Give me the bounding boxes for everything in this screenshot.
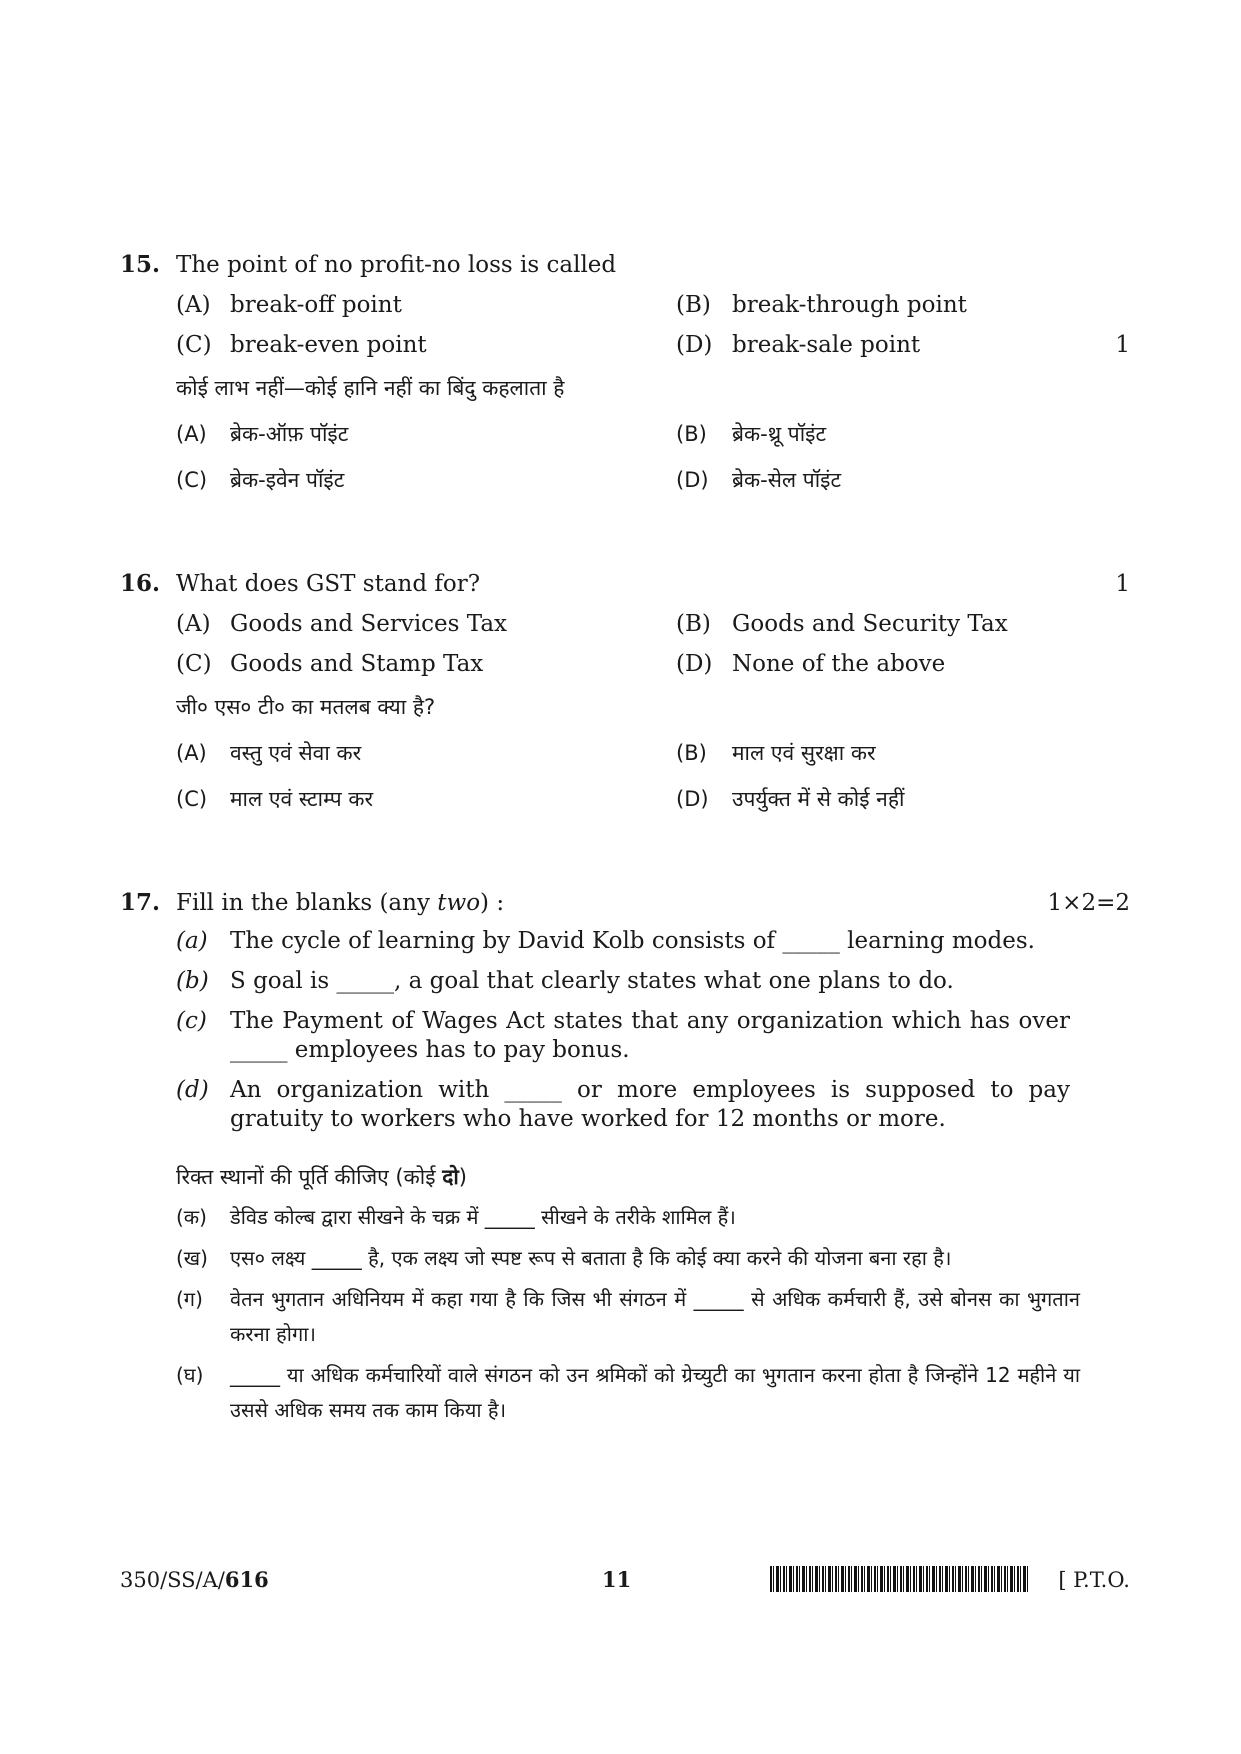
list-item xyxy=(120,1007,1130,1065)
option-text: ब्रेक-सेल पॉइंट xyxy=(732,468,842,492)
item-label: (b) xyxy=(176,968,209,994)
item-label: (ग) xyxy=(176,1287,203,1311)
item-text: _____ या अधिक कर्मचारियों वाले संगठन को उन श्रमिकों को ग्रेच्युटी का भुगतान करना होता है जिन्होंने 12 महीने या उससे अधिक समय तक काम किया है। xyxy=(230,1363,1080,1422)
list-item xyxy=(120,1282,1130,1352)
marks: 1×2=2 xyxy=(1047,890,1130,916)
option-row xyxy=(120,644,1130,684)
hindi-question xyxy=(120,1154,1130,1200)
marks: 1 xyxy=(1115,332,1130,358)
hindi-option-row xyxy=(120,730,1130,776)
option-row xyxy=(120,604,1130,644)
list-item xyxy=(120,967,1130,996)
option-label: (D) xyxy=(676,468,709,492)
hindi-question xyxy=(120,365,1130,411)
page-number: 11 xyxy=(602,1567,632,1592)
option-label: (C) xyxy=(176,332,212,358)
option-text: उपर्युक्त में से कोई नहीं xyxy=(732,787,905,811)
option-row xyxy=(120,325,1130,365)
item-label: (घ) xyxy=(176,1363,204,1387)
option-text: ब्रेक-थ्रू पॉइंट xyxy=(732,422,827,446)
question-number: 17. xyxy=(120,889,161,916)
question-text-end: ) : xyxy=(480,890,505,916)
option-label: (A) xyxy=(176,741,207,765)
list-item xyxy=(120,1358,1130,1428)
question-text xyxy=(176,883,504,923)
hindi-question-start: रिक्त स्थानों की पूर्ति कीजिए (कोई xyxy=(176,1165,443,1189)
option-label: (A) xyxy=(176,292,211,318)
option-row xyxy=(120,285,1130,325)
option-label: (D) xyxy=(676,787,709,811)
pto-label: [ P.T.O. xyxy=(1058,1568,1130,1592)
list-item xyxy=(120,1241,1130,1276)
barcode-icon xyxy=(770,1566,1028,1592)
hindi-question xyxy=(120,684,1130,730)
hindi-question-bold: दो xyxy=(442,1165,459,1189)
option-text: None of the above xyxy=(732,651,946,677)
item-text: The cycle of learning by David Kolb consists of _____ learning modes. xyxy=(230,928,1035,954)
question-16 xyxy=(120,564,1130,822)
paper-code xyxy=(120,1560,269,1600)
option-label: (B) xyxy=(676,292,711,318)
item-label: (d) xyxy=(176,1077,209,1103)
option-label: (D) xyxy=(676,332,713,358)
question-number: 16. xyxy=(120,570,161,597)
option-text: वस्तु एवं सेवा कर xyxy=(230,741,362,765)
option-label: (B) xyxy=(676,741,707,765)
question-number: 15. xyxy=(120,251,161,278)
question-15 xyxy=(120,245,1130,503)
item-text: An organization with _____ or more employees is supposed to pay gratuity to workers who have worked for 12 months or more. xyxy=(230,1077,1070,1132)
hindi-option-row xyxy=(120,411,1130,457)
option-label: (D) xyxy=(676,651,713,677)
option-text: ब्रेक-इवेन पॉइंट xyxy=(230,468,345,492)
option-text: ब्रेक-ऑफ़ पॉइंट xyxy=(230,422,349,446)
item-text: एस० लक्ष्य _____ है, एक लक्ष्य जो स्पष्ट रूप से बताता है कि कोई क्या करने की योजना बना रहा है। xyxy=(230,1246,952,1270)
list-item xyxy=(120,927,1130,956)
question-text: What does GST stand for? xyxy=(176,571,481,597)
option-label: (B) xyxy=(676,611,711,637)
hindi-option-row xyxy=(120,457,1130,503)
question-text-start: Fill in the blanks (any xyxy=(176,890,438,916)
option-text: माल एवं सुरक्षा कर xyxy=(732,741,876,765)
option-text: माल एवं स्टाम्प कर xyxy=(230,787,374,811)
option-label: (A) xyxy=(176,611,211,637)
option-label: (C) xyxy=(176,468,208,492)
option-text: Goods and Services Tax xyxy=(230,611,508,637)
item-label: (ख) xyxy=(176,1246,208,1270)
option-label: (B) xyxy=(676,422,707,446)
item-label: (c) xyxy=(176,1008,207,1034)
item-label: (a) xyxy=(176,928,208,954)
page-footer xyxy=(120,1560,1130,1600)
paper-code-number: 616 xyxy=(224,1567,269,1592)
item-text: The Payment of Wages Act states that any organization which has over _____ employees has to pay bonus. xyxy=(230,1008,1070,1063)
item-label: (क) xyxy=(176,1205,207,1229)
hindi-question-text: कोई लाभ नहीं—कोई हानि नहीं का बिंदु कहलाता है xyxy=(176,376,565,400)
list-item xyxy=(120,1200,1130,1235)
option-text: break-through point xyxy=(732,292,967,318)
option-label: (A) xyxy=(176,422,207,446)
option-text: break-off point xyxy=(230,292,402,318)
question-text: The point of no profit-no loss is called xyxy=(176,252,617,278)
question-text-emphasis: two xyxy=(437,890,481,916)
option-label: (C) xyxy=(176,787,208,811)
option-text: break-sale point xyxy=(732,332,921,358)
option-text: break-even point xyxy=(230,332,427,358)
list-item xyxy=(120,1076,1130,1134)
hindi-question-text: जी० एस० टी० का मतलब क्या है? xyxy=(176,695,436,719)
hindi-question-end: ) xyxy=(458,1165,467,1189)
hindi-option-row xyxy=(120,776,1130,822)
option-text: Goods and Security Tax xyxy=(732,611,1008,637)
item-text: डेविड कोल्ब द्वारा सीखने के चक्र में _____ सीखने के तरीके शामिल हैं। xyxy=(230,1205,736,1229)
hindi-question-text xyxy=(176,1154,467,1200)
item-text: S goal is _____, a goal that clearly states what one plans to do. xyxy=(230,968,954,994)
item-text: वेतन भुगतान अधिनियम में कहा गया है कि जिस भी संगठन में _____ से अधिक कर्मचारी हैं, उसे बोनस का भुगतान करना होगा। xyxy=(230,1287,1080,1346)
option-text: Goods and Stamp Tax xyxy=(230,651,484,677)
question-17 xyxy=(120,883,1130,1434)
marks: 1 xyxy=(1115,571,1130,597)
option-label: (C) xyxy=(176,651,212,677)
paper-code-prefix: 350/SS/A/ xyxy=(120,1568,225,1592)
